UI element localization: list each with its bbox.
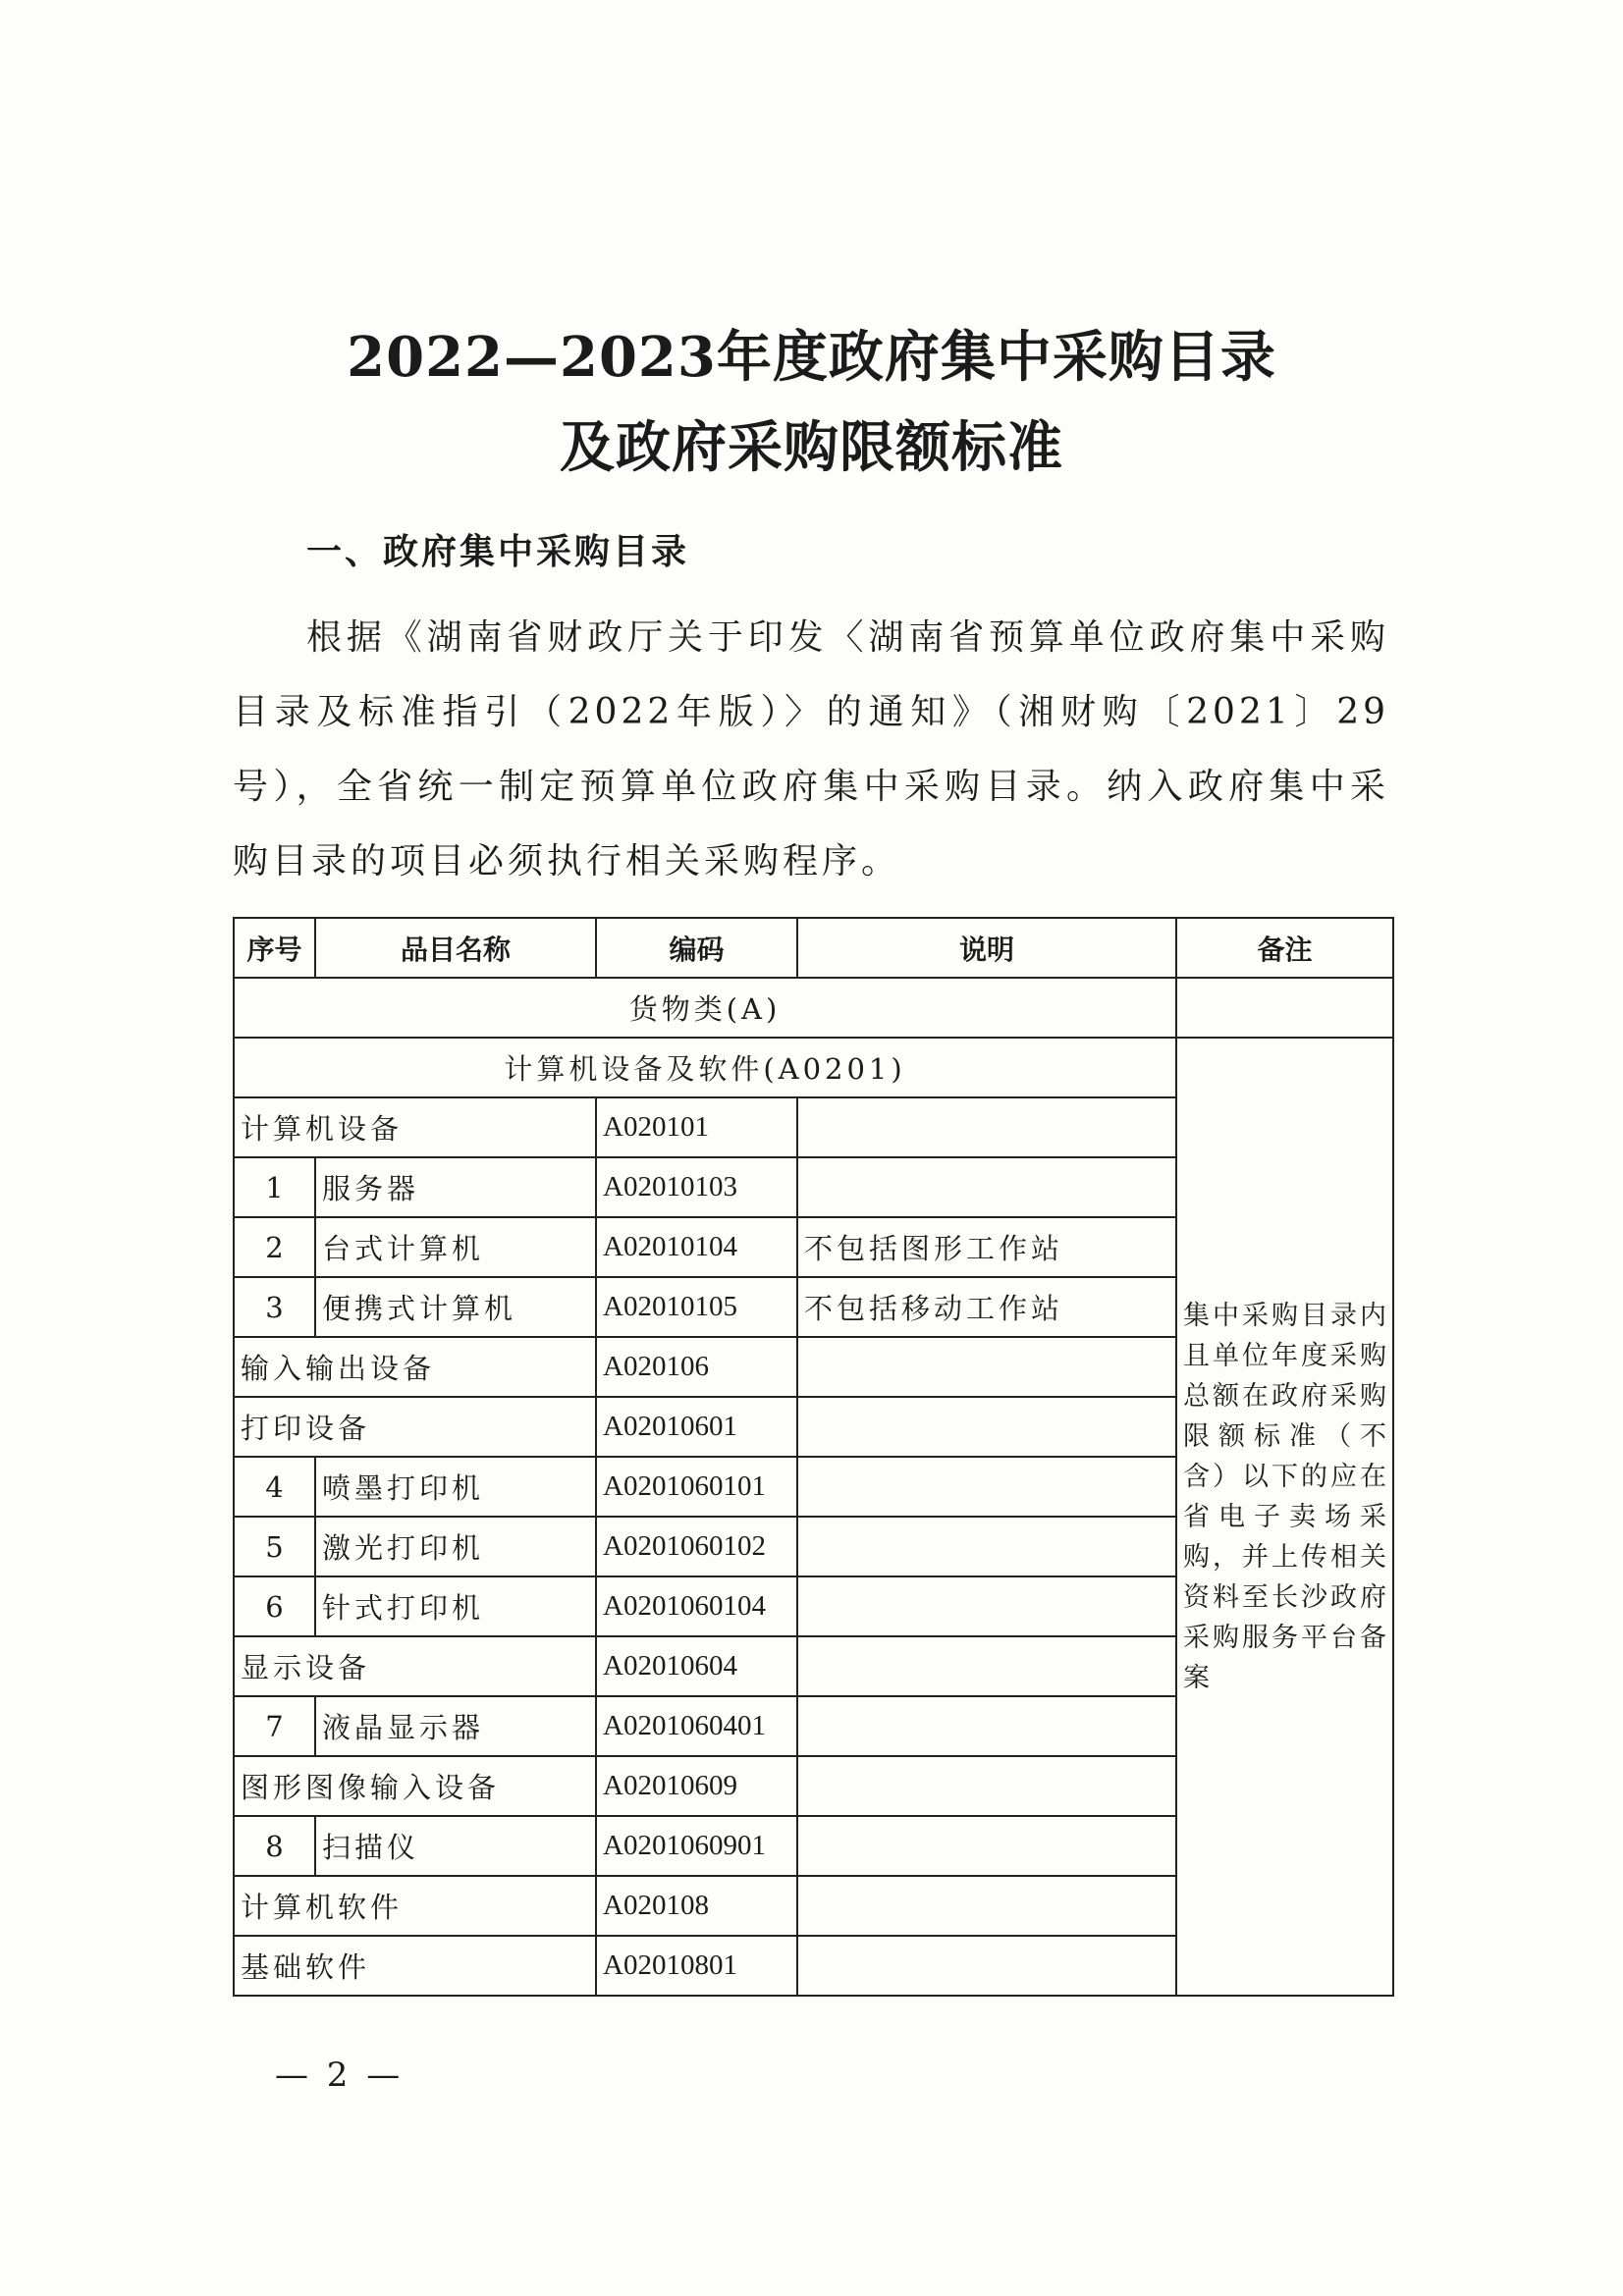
row-group-name: 计算机软件 xyxy=(234,1876,596,1936)
procurement-catalog-table xyxy=(233,917,1394,1997)
intro-paragraph: 根据《湖南省财政厅关于印发〈湖南省预算单位政府集中采购目录及标准指引（2022年版）〉的通知》（湘财购〔2021〕29号），全省统一制定预算单位政府集中采购目录。纳入政府集中采购目录的项目必须执行相关采购程序。 xyxy=(233,617,1389,881)
row-description xyxy=(797,1696,1176,1756)
row-number: 7 xyxy=(234,1696,315,1756)
row-group-name: 图形图像输入设备 xyxy=(234,1756,596,1816)
page-number: — 2 — xyxy=(275,2056,405,2095)
header-name: 品目名称 xyxy=(315,918,596,978)
row-item-name: 针式打印机 xyxy=(315,1576,596,1636)
subcategory-cell: 计算机设备及软件(A0201) xyxy=(234,1038,1176,1097)
row-description xyxy=(797,1397,1176,1457)
table-header-row xyxy=(234,918,1393,978)
row-group-name: 输入输出设备 xyxy=(234,1337,596,1397)
row-code: A02010601 xyxy=(596,1397,797,1457)
subcategory-row xyxy=(234,1038,1393,1097)
row-number: 6 xyxy=(234,1576,315,1636)
row-code: A0201060901 xyxy=(596,1816,797,1876)
header-desc: 说明 xyxy=(797,918,1176,978)
title-line-1: 2022—2023年度政府集中采购目录 xyxy=(347,325,1276,390)
row-description xyxy=(797,1517,1176,1576)
row-code: A02010103 xyxy=(596,1157,797,1217)
row-description xyxy=(797,1457,1176,1517)
row-description xyxy=(797,1337,1176,1397)
row-code: A02010604 xyxy=(596,1636,797,1696)
row-description xyxy=(797,1756,1176,1816)
row-code: A02010609 xyxy=(596,1756,797,1816)
row-code: A02010104 xyxy=(596,1217,797,1277)
document-title xyxy=(0,312,1623,493)
row-code: A020106 xyxy=(596,1337,797,1397)
row-description xyxy=(797,1576,1176,1636)
section-heading: 一、政府集中采购目录 xyxy=(306,532,690,572)
row-description xyxy=(797,1097,1176,1157)
row-item-name: 液晶显示器 xyxy=(315,1696,596,1756)
header-no: 序号 xyxy=(234,918,315,978)
row-code: A0201060101 xyxy=(596,1457,797,1517)
title-line-2: 及政府采购限额标准 xyxy=(560,415,1063,480)
row-description: 不包括图形工作站 xyxy=(797,1217,1176,1277)
header-remark: 备注 xyxy=(1176,918,1393,978)
row-group-name: 基础软件 xyxy=(234,1936,596,1996)
row-code: A02010105 xyxy=(596,1277,797,1337)
row-number: 1 xyxy=(234,1157,315,1217)
remark-cell: 集中采购目录内且单位年度采购总额在政府采购限额标准（不含）以下的应在省电子卖场采购，并上传相关资料至长沙政府采购服务平台备案 xyxy=(1176,1038,1393,1996)
category-remark-cell xyxy=(1176,978,1393,1038)
row-code: A020108 xyxy=(596,1876,797,1936)
row-code: A020101 xyxy=(596,1097,797,1157)
row-item-name: 激光打印机 xyxy=(315,1517,596,1576)
row-number: 2 xyxy=(234,1217,315,1277)
row-group-name: 计算机设备 xyxy=(234,1097,596,1157)
row-description xyxy=(797,1876,1176,1936)
row-number: 8 xyxy=(234,1816,315,1876)
category-cell: 货物类(A) xyxy=(234,978,1176,1038)
row-item-name: 便携式计算机 xyxy=(315,1277,596,1337)
row-number: 4 xyxy=(234,1457,315,1517)
row-item-name: 服务器 xyxy=(315,1157,596,1217)
row-number: 3 xyxy=(234,1277,315,1337)
row-description xyxy=(797,1936,1176,1996)
row-code: A0201060104 xyxy=(596,1576,797,1636)
row-description xyxy=(797,1157,1176,1217)
row-description: 不包括移动工作站 xyxy=(797,1277,1176,1337)
row-group-name: 打印设备 xyxy=(234,1397,596,1457)
header-code: 编码 xyxy=(596,918,797,978)
row-number: 5 xyxy=(234,1517,315,1576)
row-description xyxy=(797,1816,1176,1876)
row-item-name: 喷墨打印机 xyxy=(315,1457,596,1517)
row-code: A0201060102 xyxy=(596,1517,797,1576)
row-code: A0201060401 xyxy=(596,1696,797,1756)
row-code: A02010801 xyxy=(596,1936,797,1996)
row-description xyxy=(797,1636,1176,1696)
category-row xyxy=(234,978,1393,1038)
row-group-name: 显示设备 xyxy=(234,1636,596,1696)
row-item-name: 台式计算机 xyxy=(315,1217,596,1277)
row-item-name: 扫描仪 xyxy=(315,1816,596,1876)
